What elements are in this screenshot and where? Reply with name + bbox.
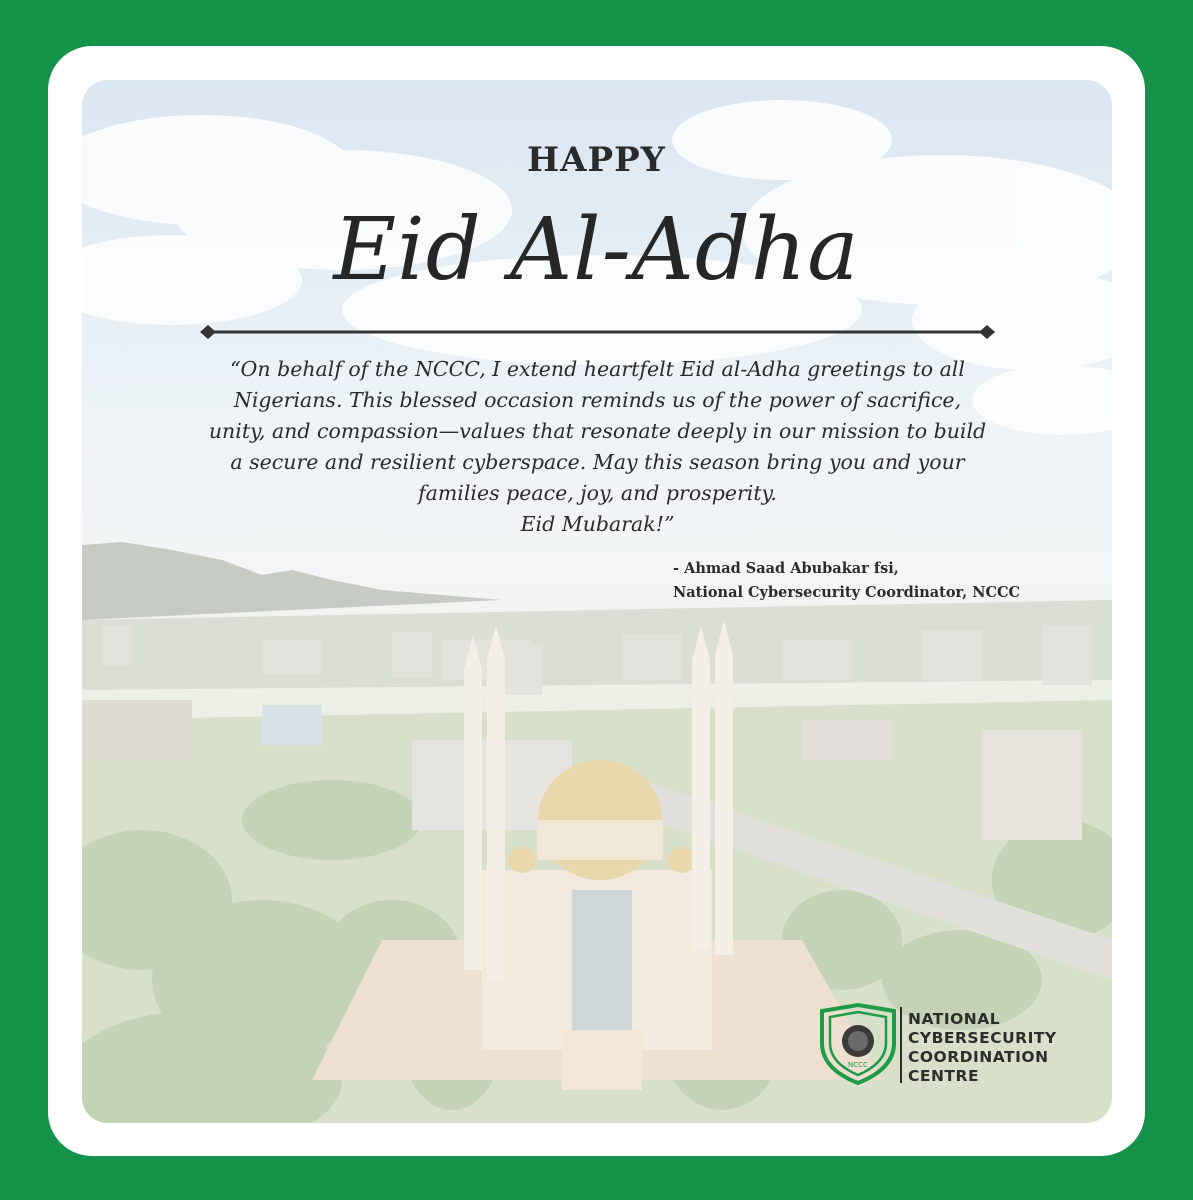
divider-line bbox=[200, 322, 995, 342]
wordmark-line: NATIONAL bbox=[908, 1010, 1001, 1028]
quote-line: unity, and compassion—values that resonate deeply in our mission to build bbox=[208, 419, 987, 443]
nccc-wordmark bbox=[908, 1010, 1057, 1086]
wordmark-line: CENTRE bbox=[908, 1067, 980, 1085]
eid-al-adha-title: Eid Al-Adha bbox=[333, 200, 860, 300]
quote-line: a secure and resilient cyberspace. May this season bring you and your bbox=[230, 450, 965, 474]
quote-line: Nigerians. This blessed occasion reminds us of the power of sacrifice, bbox=[233, 388, 962, 412]
quote-line: “On behalf of the NCCC, I extend heartfelt Eid al-Adha greetings to all bbox=[230, 357, 965, 381]
happy-heading: HAPPY bbox=[527, 140, 666, 180]
wordmark-line: COORDINATION bbox=[908, 1048, 1049, 1066]
signature-role: National Cybersecurity Coordinator, NCCC bbox=[673, 584, 1021, 601]
signature-name: - Ahmad Saad Abubakar fsi, bbox=[673, 560, 899, 577]
coordinator-quote bbox=[190, 354, 1005, 540]
nccc-shield-logo-icon bbox=[812, 1003, 904, 1085]
signature-block bbox=[673, 557, 1020, 605]
logo-badge-text: NCCC bbox=[848, 1061, 868, 1069]
quote-line: Eid Mubarak!” bbox=[520, 512, 675, 536]
quote-line: families peace, joy, and prosperity. bbox=[418, 481, 777, 505]
wordmark-line: CYBERSECURITY bbox=[908, 1029, 1057, 1047]
